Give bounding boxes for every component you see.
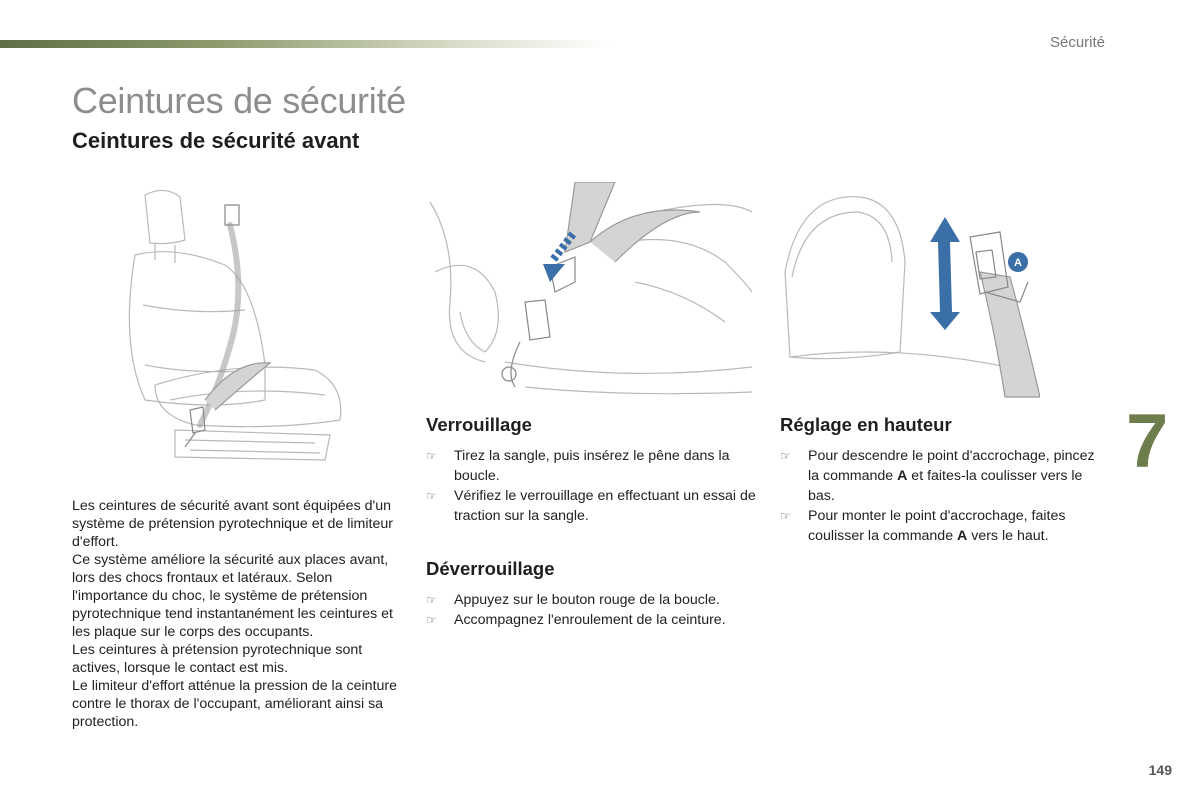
list-item: ☞ Accompagnez l'enroulement de la ceinture. <box>426 612 726 628</box>
verrouillage-heading: Verrouillage <box>426 414 532 435</box>
reglage-section <box>780 414 1100 546</box>
page-title: Ceintures de sécurité <box>72 80 406 121</box>
verrouillage-section <box>426 414 756 526</box>
list-item: ☞ Vérifiez le verrouillage en effectuant un essai de traction sur la sangle. <box>426 488 756 524</box>
intro-text <box>72 497 402 731</box>
seat-belt-illustration <box>115 185 355 480</box>
list-item: ☞ Tirez la sangle, puis insérez le pêne dans la boucle. <box>426 448 730 484</box>
deverrouillage-section <box>426 558 766 630</box>
hand-pointer-icon: ☞ <box>780 449 791 463</box>
hand-pointer-icon: ☞ <box>426 593 437 607</box>
section-label: Sécurité <box>1049 34 1105 51</box>
page-number: 149 <box>1148 762 1172 778</box>
hand-pointer-icon: ☞ <box>780 509 791 523</box>
intro-paragraph: Les ceintures à prétension pyrotechnique sont actives, lorsque le contact est mis. <box>72 642 363 676</box>
buckle-locking-illustration <box>425 182 752 400</box>
chapter-number: 7 <box>1126 399 1169 484</box>
hand-pointer-icon: ☞ <box>426 613 437 627</box>
hand-pointer-icon: ☞ <box>426 449 437 463</box>
list-item: ☞ Pour monter le point d'accrochage, faites coulisser la commande A vers le haut. <box>780 508 1066 544</box>
list-item: ☞ Appuyez sur le bouton rouge de la boucle. <box>426 592 720 608</box>
reglage-heading: Réglage en hauteur <box>780 414 952 435</box>
intro-paragraph: Ce système améliore la sécurité aux places avant, lors des chocs frontaux et latéraux. Selon l'importance du choc, le système de prétension pyrotechnique tend instantanément les ceintures et les plaque sur le corps des occupants. <box>72 552 393 640</box>
intro-paragraph: Les ceintures de sécurité avant sont équipées d'un système de prétension pyrotechnique et de limiteur d'effort. <box>72 498 393 550</box>
hand-pointer-icon: ☞ <box>426 489 437 503</box>
list-item: ☞ Pour descendre le point d'accrochage, pincez la commande A et faites-la coulisser vers le bas. <box>780 448 1095 504</box>
page-subtitle: Ceintures de sécurité avant <box>72 128 360 153</box>
height-adjustment-illustration <box>780 182 1040 400</box>
intro-paragraph: Le limiteur d'effort atténue la pression de la ceinture contre le thorax de l'occupant, améliorant ainsi sa protection. <box>72 678 398 730</box>
header-accent-bar <box>0 40 610 48</box>
control-a-marker: A <box>1014 257 1022 269</box>
deverrouillage-heading: Déverrouillage <box>426 558 555 579</box>
